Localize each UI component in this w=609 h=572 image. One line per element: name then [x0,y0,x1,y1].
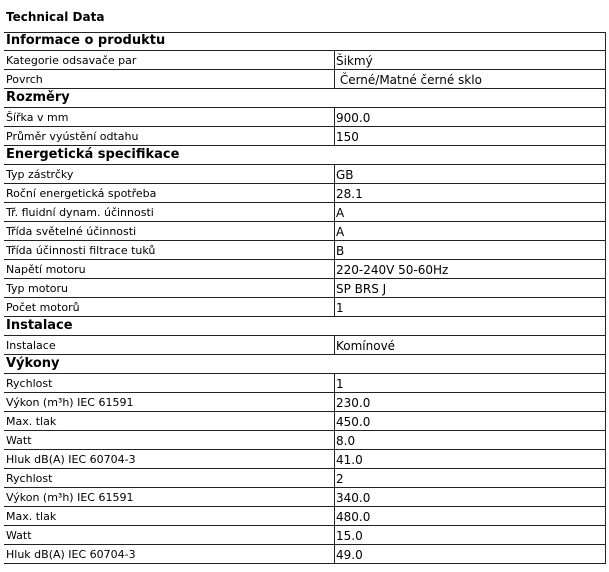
spec-label: Max. tlak [6,415,57,428]
column-divider [334,469,335,487]
column-divider [334,260,335,278]
section-title: Instalace [6,318,73,333]
spec-value: 340.0 [336,491,371,505]
column-divider [334,203,335,221]
column-divider [334,526,335,544]
spec-label: Třída světelné účinnosti [6,225,137,238]
spec-row [4,203,606,222]
spec-label: Kategorie odsavače par [6,54,137,67]
spec-label: Hluk dB(A) IEC 60704-3 [6,548,136,561]
column-divider [334,165,335,183]
spec-row [4,108,606,127]
spec-value: 15.0 [336,529,363,543]
section-header [4,32,606,51]
spec-value: Komínové [336,339,396,353]
spec-value: A [336,206,345,220]
spec-label: Rychlost [6,377,53,390]
spec-value: Šikmý [336,54,373,68]
column-divider [334,241,335,259]
section-header [4,355,606,374]
spec-row [4,412,606,431]
spec-value: 28.1 [336,187,363,201]
spec-value: 230.0 [336,396,371,410]
spec-label: Třída účinnosti filtrace tuků [6,244,156,257]
column-divider [334,450,335,468]
column-divider [334,431,335,449]
spec-label: Povrch [6,73,43,86]
spec-row [4,545,606,564]
spec-row [4,450,606,469]
spec-label: Průměr vyústění odtahu [6,130,139,143]
spec-label: Napětí motoru [6,263,86,276]
spec-row [4,260,606,279]
spec-row [4,526,606,545]
column-divider [334,374,335,392]
spec-label: Výkon (m³h) IEC 61591 [6,491,134,504]
column-divider [334,545,335,563]
spec-label: Typ motoru [6,282,68,295]
section-header [4,317,606,336]
spec-value: 49.0 [336,548,363,562]
column-divider [334,412,335,430]
spec-value: Černé/Matné černé sklo [336,73,482,87]
column-divider [334,507,335,525]
spec-label: Watt [6,529,32,542]
spec-value: 8.0 [336,434,356,448]
spec-label: Výkon (m³h) IEC 61591 [6,396,134,409]
spec-row [4,165,606,184]
spec-value: 2 [336,472,344,486]
spec-row [4,374,606,393]
section-title: Energetická specifikace [6,147,180,162]
column-divider [334,70,335,88]
spec-label: Typ zástrčky [6,168,74,181]
spec-label: Hluk dB(A) IEC 60704-3 [6,453,136,466]
spec-row [4,127,606,146]
spec-value: A [336,225,345,239]
spec-row [4,507,606,526]
spec-label: Počet motorů [6,301,80,314]
spec-value: 1 [336,301,344,315]
spec-row [4,184,606,203]
spec-row [4,222,606,241]
spec-row [4,70,606,89]
spec-value: 450.0 [336,415,371,429]
column-divider [334,51,335,69]
spec-label: Max. tlak [6,510,57,523]
spec-value: 150 [336,130,359,144]
spec-value: GB [336,168,354,182]
spec-label: Rychlost [6,472,53,485]
column-divider [334,127,335,145]
column-divider [334,336,335,354]
spec-row [4,51,606,70]
spec-row [4,488,606,507]
section-title: Výkony [6,356,60,371]
column-divider [334,108,335,126]
spec-value: 900.0 [336,111,371,125]
section-header [4,89,606,108]
spec-value: B [336,244,345,258]
document-title: Technical Data [6,10,105,24]
spec-row [4,336,606,355]
column-divider [334,393,335,411]
spec-row [4,431,606,450]
column-divider [334,184,335,202]
section-header [4,146,606,165]
spec-value: SP BRS J [336,282,387,296]
spec-value: 220-240V 50-60Hz [336,263,449,277]
column-divider [334,222,335,240]
column-divider [334,298,335,316]
spec-row [4,298,606,317]
spec-row [4,279,606,298]
spec-row [4,241,606,260]
spec-row [4,393,606,412]
section-title: Informace o produktu [6,33,166,48]
spec-label: Šířka v mm [6,111,69,124]
column-divider [334,279,335,297]
spec-value: 41.0 [336,453,363,467]
column-divider [334,488,335,506]
spec-label: Tř. fluidní dynam. účinnosti [6,206,154,219]
section-title: Rozměry [6,90,70,105]
spec-value: 1 [336,377,344,391]
spec-label: Watt [6,434,32,447]
spec-value: 480.0 [336,510,371,524]
spec-row [4,469,606,488]
spec-label: Instalace [6,339,56,352]
spec-label: Roční energetická spotřeba [6,187,157,200]
